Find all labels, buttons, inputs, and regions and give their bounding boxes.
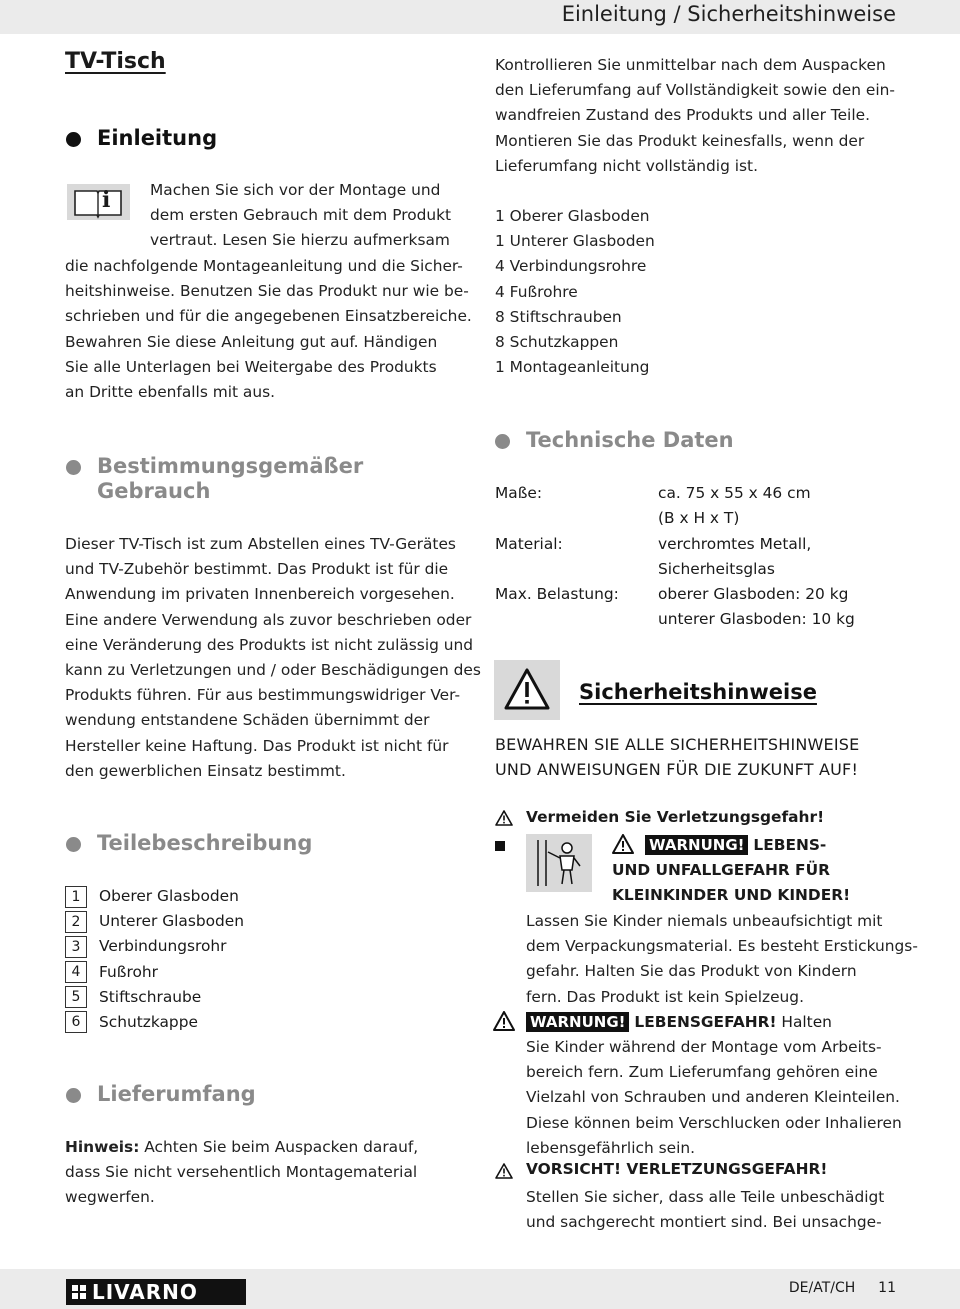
page-number: 11 <box>878 1280 896 1296</box>
tech-value: (B x H x T) <box>658 509 740 527</box>
part-label: Verbindungsrohr <box>99 937 227 956</box>
warning-title: LEBENS- <box>753 836 827 854</box>
section-bullet-icon <box>66 132 81 147</box>
check-text <box>495 53 895 179</box>
list-item: 4 Verbindungsrohre <box>495 257 647 276</box>
tech-value: ca. 75 x 55 x 46 cm <box>658 484 811 502</box>
warning-badge: WARNUNG! <box>645 835 748 855</box>
list-item: 8 Stiftschrauben <box>495 307 622 326</box>
text-line: und sachgerecht montiert sind. Bei unsachge- <box>526 1213 882 1232</box>
text-line: dem Verpackungsmaterial. Es besteht Erstickungs- <box>526 937 918 956</box>
safety-caps-text <box>495 732 859 782</box>
text-line: UND ANWEISUNGEN FÜR DIE ZUKUNFT AUF! <box>495 760 859 780</box>
text-line: Stellen Sie sicher, dass alle Teile unbeschädigt <box>526 1188 885 1206</box>
list-item <box>65 909 244 934</box>
text-line: Lieferumfang nicht vollständig ist. <box>495 156 758 175</box>
list-item: 4 Fußrohre <box>495 282 578 301</box>
text-line: Montieren Sie das Produkt keinesfalls, wenn der <box>495 131 865 150</box>
text-line: Anwendung im privaten Innenbereich vorgesehen. <box>65 585 455 604</box>
section-bullet-icon <box>66 460 81 475</box>
warning-2-text <box>526 1035 902 1161</box>
text-line: die nachfolgende Montageanleitung und die Sicher- <box>65 257 463 275</box>
text-line: eine Veränderung des Produkts ist nicht zulässig und <box>65 635 474 654</box>
part-number: 6 <box>65 1011 87 1033</box>
tech-label: Maße: <box>495 484 543 502</box>
part-number: 2 <box>65 911 87 933</box>
text-line: Produkts führen. Für aus bestimmungswidriger Ver- <box>65 686 461 705</box>
warning-badge: WARNUNG! <box>526 1012 629 1032</box>
sub-heading-verletzungsgefahr: Vermeiden Sie Verletzungsgefahr! <box>526 808 825 826</box>
heading-line: Bestimmungsgemäßer <box>97 454 364 478</box>
text-line: Bewahren Sie diese Anleitung gut auf. Händigen <box>65 332 438 351</box>
text-line: Kontrollieren Sie unmittelbar nach dem Auspacken <box>495 56 886 74</box>
text-line: vertraut. Lesen Sie hierzu aufmerksam <box>150 231 450 250</box>
list-item <box>65 884 244 909</box>
hinweis-text <box>65 1135 418 1211</box>
page-info <box>789 1280 896 1296</box>
warning-2-title-row <box>526 1010 832 1035</box>
section-bullet-icon <box>66 1088 81 1103</box>
text-line: den gewerblichen Einsatz bestimmt. <box>65 761 346 780</box>
text-line: kann zu Verletzungen und / oder Beschädigungen des <box>65 661 481 680</box>
tech-value: oberer Glasboden: 20 kg <box>658 585 849 603</box>
text-line: Eine andere Verwendung als zuvor beschrieben oder <box>65 610 472 629</box>
text-line: Vielzahl von Schrauben und anderen Kleinteilen. <box>526 1088 900 1107</box>
text-line: schrieben und für die angegebenen Einsatzbereiche. <box>65 307 472 326</box>
text-line: wendung entstandene Schäden übernimmt der <box>65 711 430 730</box>
warning-1-title-rest <box>612 858 850 908</box>
info-glyph: i <box>102 187 111 213</box>
square-bullet-icon <box>495 841 505 851</box>
list-item: 1 Oberer Glasboden <box>495 207 650 225</box>
small-warning-icon <box>493 1011 515 1035</box>
list-item: 1 Unterer Glasboden <box>495 232 655 251</box>
text-line: heitshinweise. Benutzen Sie das Produkt nur wie be- <box>65 282 469 301</box>
intro-text <box>65 254 472 405</box>
vorsicht-title: VORSICHT! VERLETZUNGSGEFAHR! <box>526 1160 828 1178</box>
heading-technische-daten: Technische Daten <box>526 428 734 452</box>
list-item <box>65 985 244 1010</box>
parts-list <box>65 884 244 1035</box>
text-line: Hersteller keine Haftung. Das Produkt ist nicht für <box>65 736 449 755</box>
text-line: wandfreien Zustand des Produkts und aller Teile. <box>495 106 870 125</box>
text-line: gefahr. Halten Sie das Produkt von Kindern <box>526 962 857 981</box>
text-line: dass Sie nicht versehentlich Montagematerial <box>65 1163 418 1182</box>
part-number: 5 <box>65 986 87 1008</box>
info-book-icon <box>67 184 130 220</box>
text-line: Dieser TV-Tisch ist zum Abstellen eines TV-Gerätes <box>65 535 456 553</box>
part-label: Unterer Glasboden <box>99 912 245 931</box>
text-line: Sie alle Unterlagen bei Weitergabe des Produkts <box>65 357 437 376</box>
text-line: dem ersten Gebrauch mit dem Produkt <box>150 206 452 225</box>
warning-1-title-row <box>645 833 826 858</box>
warning-title: KLEINKINDER UND KINDER! <box>612 886 851 905</box>
text-line: BEWAHREN SIE ALLE SICHERHEITSHINWEISE <box>495 735 860 754</box>
child-danger-icon <box>526 834 592 892</box>
locale: DE/AT/CH <box>788 1280 856 1296</box>
small-warning-icon <box>495 1163 513 1183</box>
text-line: Machen Sie sich vor der Montage und <box>150 181 441 199</box>
part-label: Oberer Glasboden <box>99 887 239 905</box>
text-line: Halten <box>781 1013 832 1031</box>
gebrauch-text <box>65 532 481 784</box>
tech-label: Material: <box>495 535 563 553</box>
part-label: Fußrohr <box>99 962 158 981</box>
hinweis-label: Hinweis: <box>65 1138 140 1156</box>
part-label: Stiftschraube <box>99 987 202 1006</box>
text-line: Achten Sie beim Auspacken darauf, <box>144 1138 419 1156</box>
list-item: 8 Schutzkappen <box>495 333 619 352</box>
brand-logo <box>66 1279 246 1305</box>
heading-gebrauch <box>97 454 363 504</box>
part-label: Schutzkappe <box>99 1012 198 1031</box>
scope-list <box>495 204 655 380</box>
text-line: und TV-Zubehör bestimmt. Das Produkt ist für die <box>65 560 449 579</box>
warning-1-text <box>526 909 918 1010</box>
part-number: 4 <box>65 961 87 983</box>
heading-line: Gebrauch <box>97 479 211 503</box>
text-line: lebensgefährlich sein. <box>526 1138 695 1157</box>
warning-title: UND UNFALLGEFAHR FÜR <box>612 861 830 879</box>
list-item: 1 Montageanleitung <box>495 358 650 377</box>
list-item <box>65 1010 244 1035</box>
tech-value: Sicherheitsglas <box>658 560 775 578</box>
heading-teilebeschreibung: Teilebeschreibung <box>97 831 313 855</box>
section-bullet-icon <box>66 837 81 852</box>
small-warning-icon <box>495 810 513 830</box>
text-line: Lassen Sie Kinder niemals unbeaufsichtigt mit <box>526 912 883 930</box>
vorsicht-text <box>526 1185 884 1235</box>
list-item <box>65 960 244 985</box>
text-line: bereich fern. Zum Lieferumfang gehören eine <box>526 1063 878 1082</box>
section-title: Einleitung / Sicherheitshinweise <box>561 2 896 26</box>
text-line: Sie Kinder während der Montage vom Arbeits- <box>526 1038 882 1056</box>
logo-text: LIVARNO <box>92 1280 198 1304</box>
intro-text-indented <box>150 178 451 254</box>
text-line: wegwerfen. <box>65 1188 155 1207</box>
text-line: den Lieferumfang auf Vollständigkeit sowie den ein- <box>495 81 895 100</box>
text-line: Diese können beim Verschlucken oder Inhalieren <box>526 1113 902 1132</box>
text-line: an Dritte ebenfalls mit aus. <box>65 383 276 402</box>
warning-title: LEBENSGEFAHR! <box>634 1013 777 1031</box>
text-line: fern. Das Produkt ist kein Spielzeug. <box>526 987 804 1006</box>
part-number: 3 <box>65 936 87 958</box>
tech-label: Max. Belastung: <box>495 585 619 603</box>
part-number: 1 <box>65 886 87 908</box>
heading-sicherheitshinweise: Sicherheitshinweise <box>579 680 817 704</box>
list-item <box>65 934 244 959</box>
section-bullet-icon <box>495 434 510 449</box>
warning-triangle-icon <box>494 660 560 720</box>
tech-value: unterer Glasboden: 10 kg <box>658 610 855 628</box>
heading-einleitung: Einleitung <box>97 126 218 150</box>
heading-lieferumfang: Lieferumfang <box>97 1082 256 1106</box>
document-title: TV-Tisch <box>65 49 166 74</box>
small-warning-icon <box>612 834 634 858</box>
tech-value: verchromtes Metall, <box>658 535 812 553</box>
